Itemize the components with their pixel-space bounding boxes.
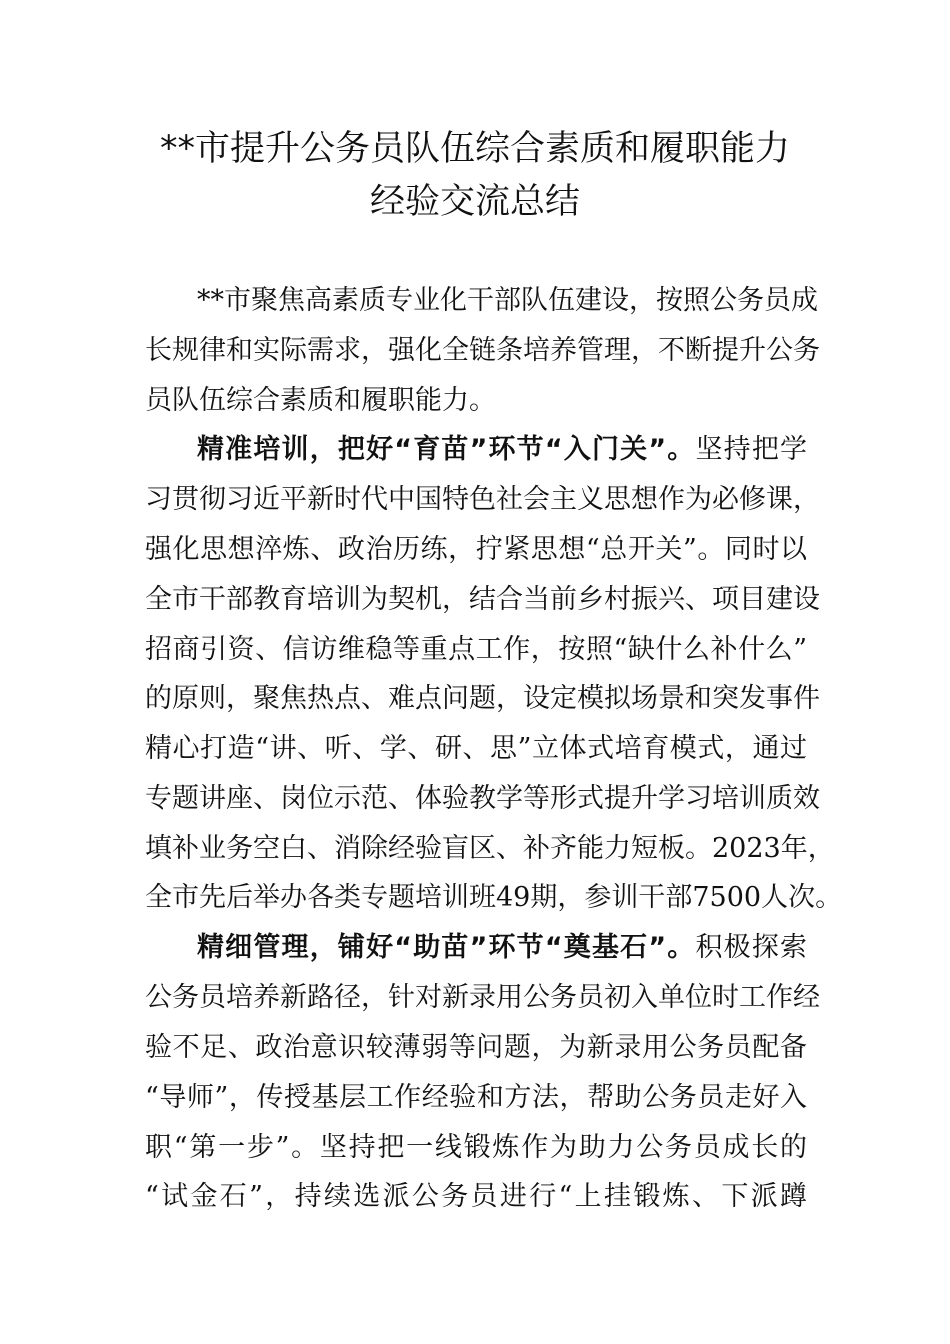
section1-line-3: 强化思想淬炼、政治历练，拧紧思想“总开关”。同时以 [145,534,807,565]
document-title-line-2: 经验交流总结 [369,182,580,222]
section1-line-8: 专题讲座、岗位示范、体验教学等形式提升学习培训质效 [145,783,820,814]
section1-line-5: 招商引资、信访维稳等重点工作，按照“缺什么补什么” [145,634,807,665]
section1-first-line [197,436,807,463]
section1-line-10: 全市先后举办各类专题培训班49期，参训干部7500人次。 [145,882,843,913]
section2-line-6: “试金石”，持续选派公务员进行“上挂锻炼、下派蹲 [145,1181,807,1212]
section1-line-9: 填补业务空白、消除经验盲区、补齐能力短板。2023年， [145,833,835,864]
document-title-line-1: **市提升公务员队伍综合素质和履职能力 [159,129,790,169]
section2-heading: 精细管理，铺好“助苗”环节“奠基石”。 [197,932,696,963]
section1-heading: 精准培训，把好“育苗”环节“入门关”。 [197,434,696,465]
section1-line-4: 全市干部教育培训为契机，结合当前乡村振兴、项目建设 [145,584,820,615]
section2-line-4: “导师”，传授基层工作经验和方法，帮助公务员走好入 [145,1082,807,1113]
intro-line-2: 长规律和实际需求，强化全链条培养管理，不断提升公务 [145,335,820,366]
section2-line-5: 职“第一步”。坚持把一线锻炼作为助力公务员成长的 [145,1132,807,1163]
intro-line-3: 员队伍综合素质和履职能力。 [145,385,496,416]
intro-line-1: **市聚焦高素质专业化干部队伍建设，按照公务员成 [197,285,818,316]
section1-line-2: 习贯彻习近平新时代中国特色社会主义思想作为必修课， [145,484,820,515]
section1-line-7: 精心打造“讲、听、学、研、思”立体式培育模式，通过 [145,733,807,764]
section2-first-line [197,934,807,961]
section2-line-3: 验不足、政治意识较薄弱等问题，为新录用公务员配备 [145,1032,807,1063]
section1-line-6: 的原则，聚焦热点、难点问题，设定模拟场景和突发事件 [145,683,820,714]
section2-line1-text: 积极探索 [695,932,808,963]
section1-line1-text: 坚持把学 [695,434,808,465]
section2-line-2: 公务员培养新路径，针对新录用公务员初入单位时工作经 [145,982,820,1013]
